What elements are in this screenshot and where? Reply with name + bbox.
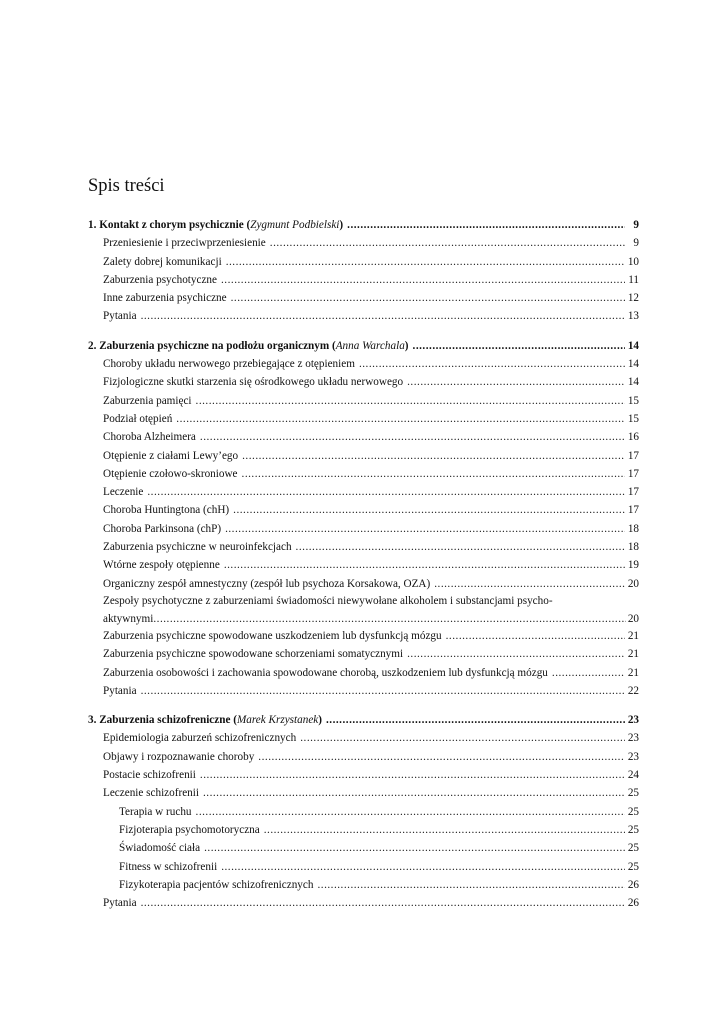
dot-leader (200, 428, 625, 446)
dot-leader (407, 645, 625, 663)
page-number: 16 (627, 431, 639, 444)
entry-label: Fitness w schizofrenii (119, 860, 218, 873)
page-number: 20 (627, 612, 639, 625)
dot-leader (413, 337, 625, 355)
dot-leader (204, 839, 625, 857)
entry-label: Zaburzenia psychiczne spowodowane schorzeniami somatycznymi (103, 648, 404, 661)
entry-label: Postacie schizofrenii (103, 769, 196, 782)
page-number: 10 (627, 255, 639, 268)
dot-leader (233, 501, 625, 519)
dot-leader (224, 556, 625, 574)
entry-label: Świadomość ciała (119, 842, 201, 855)
dot-leader (221, 271, 625, 289)
entry-label: Choroba Parkinsona (chP) (103, 522, 222, 535)
entry-label: Objawy i rozpoznawanie choroby (103, 750, 255, 763)
toc-section-3 (88, 711, 639, 912)
toc-entry[interactable] (88, 645, 639, 663)
entry-label: Fizjoterapia psychomotoryczna (119, 823, 260, 836)
page-number: 11 (628, 273, 639, 286)
page-number: 15 (627, 412, 639, 425)
entry-label: Pytania (103, 684, 137, 697)
entry-label: Pytania (103, 310, 137, 323)
toc-entry[interactable] (88, 307, 639, 325)
toc-entry[interactable] (88, 682, 639, 700)
page-number: 26 (627, 897, 639, 910)
dot-leader (347, 216, 625, 234)
dot-leader (141, 894, 625, 912)
entry-label: Terapia w ruchu (119, 805, 192, 818)
toc-entry[interactable] (88, 748, 639, 766)
dot-leader (141, 682, 625, 700)
entry-label: Fizykoterapia pacjentów schizofrenicznych (119, 878, 314, 891)
page-number: 25 (627, 823, 639, 836)
dot-leader (317, 876, 625, 894)
dot-leader (221, 858, 625, 876)
page-number: 9 (633, 219, 639, 231)
chapter-title: Kontakt z chorym psychicznie (99, 219, 244, 231)
toc-entry[interactable] (88, 271, 639, 289)
page-number: 24 (627, 769, 639, 782)
entry-label: Pytania (103, 897, 137, 910)
dot-leader (141, 307, 625, 325)
entry-label-line2: aktywnymi (103, 612, 154, 625)
toc-chapter-entry[interactable] (88, 216, 639, 234)
entry-label: Zaburzenia psychiczne spowodowane uszkodzeniem lub dysfunkcją mózgu (103, 629, 442, 642)
page-number: 21 (627, 666, 639, 679)
entry-label: Choroby układu nerwowego przebiegające z otępieniem (103, 358, 355, 371)
table-of-contents (88, 216, 639, 923)
chapter-heading: 2. Zaburzenia psychiczne na podłożu organicznym (Anna Warchala) (88, 339, 409, 352)
toc-entry[interactable] (88, 410, 639, 428)
dot-leader (434, 575, 625, 593)
toc-entry[interactable] (88, 483, 639, 501)
dot-leader (296, 538, 625, 556)
toc-entry[interactable] (88, 575, 639, 593)
toc-entry[interactable] (88, 392, 639, 410)
page-number: 17 (627, 467, 639, 480)
entry-label: Organiczny zespół amnestyczny (zespół lub psychoza Korsakowa, OZA) (103, 577, 431, 590)
dot-leader (200, 766, 625, 784)
dot-leader (552, 664, 625, 682)
entry-label: Inne zaburzenia psychiczne (103, 292, 227, 305)
page-number: 9 (633, 237, 639, 250)
page-number: 20 (627, 577, 639, 590)
toc-subentry[interactable] (88, 803, 639, 821)
page-number: 14 (627, 358, 639, 371)
page-number: 15 (627, 394, 639, 407)
page-number: 25 (627, 842, 639, 855)
page-number: 23 (627, 714, 639, 727)
dot-leader (226, 253, 625, 271)
page-number: 19 (627, 559, 639, 572)
chapter-number: 2. (88, 339, 97, 352)
entry-label: Leczenie (103, 486, 144, 499)
page-number: 21 (627, 648, 639, 661)
toc-section-2 (88, 337, 639, 700)
dot-leader (225, 520, 625, 538)
dot-leader (270, 234, 625, 252)
toc-entry[interactable] (88, 556, 639, 574)
page-number: 18 (627, 522, 639, 535)
entry-label: Epidemiologia zaburzeń schizofrenicznych (103, 732, 297, 745)
chapter-heading: 1. Kontakt z chorym psychicznie (Zygmunt Podbielski) (88, 219, 344, 231)
chapter-author: Marek Krzystanek (236, 714, 319, 727)
toc-subentry[interactable] (88, 876, 639, 894)
page-number: 17 (627, 449, 639, 462)
dot-leader (196, 803, 625, 821)
toc-section-1 (88, 216, 639, 326)
dot-leader (242, 465, 625, 483)
toc-entry[interactable] (88, 234, 639, 252)
dot-leader (359, 355, 625, 373)
dot-leader (258, 748, 625, 766)
dot-leader (203, 784, 625, 802)
toc-entry[interactable] (88, 465, 639, 483)
entry-label: Choroba Alzheimera (103, 431, 196, 444)
page-number: 25 (627, 787, 639, 800)
entry-label: Zaburzenia osobowości i zachowania spowodowane chorobą, uszkodzeniem lub dysfunkcją mózgu (103, 666, 548, 679)
page-title: Spis treści (88, 176, 165, 196)
dot-leader (196, 392, 625, 410)
page-number: 25 (627, 860, 639, 873)
dot-leader (446, 627, 625, 645)
entry-label: Zaburzenia pamięci (103, 394, 192, 407)
page-number: 13 (627, 310, 639, 323)
chapter-author: Zygmunt Podbielski (250, 219, 340, 231)
toc-entry[interactable] (88, 373, 639, 391)
page-number: 14 (627, 376, 639, 389)
page-number: 23 (627, 750, 639, 763)
page-number: 23 (627, 732, 639, 745)
entry-label: Choroba Huntingtona (chH) (103, 504, 230, 517)
toc-entry[interactable] (88, 520, 639, 538)
page-number: 14 (627, 339, 639, 352)
toc-entry[interactable] (88, 538, 639, 556)
entry-label: Otępienie czołowo-skroniowe (103, 467, 238, 480)
dot-leader (407, 373, 625, 391)
toc-subentry[interactable] (88, 839, 639, 857)
toc-entry[interactable] (88, 428, 639, 446)
entry-label: Otępienie z ciałami Lewy’ego (103, 449, 239, 462)
toc-chapter-entry[interactable] (88, 711, 639, 729)
dot-leader (300, 729, 625, 747)
entry-label: Zalety dobrej komunikacji (103, 255, 222, 268)
chapter-number: 3. (88, 714, 97, 727)
toc-entry[interactable] (88, 784, 639, 802)
chapter-heading: 3. Zaburzenia schizofreniczne (Marek Krzystanek) (88, 714, 322, 727)
toc-entry[interactable] (88, 766, 639, 784)
entry-label: Podział otępień (103, 412, 173, 425)
entry-label: Zaburzenia psychotyczne (103, 273, 217, 286)
toc-entry[interactable] (88, 447, 639, 465)
dot-leader (326, 711, 625, 729)
entry-label: Przeniesienie i przeciwprzeniesienie (103, 237, 266, 250)
page-number: 25 (627, 805, 639, 818)
entry-label: Fizjologiczne skutki starzenia się ośrodkowego układu nerwowego (103, 376, 404, 389)
toc-entry[interactable] (88, 501, 639, 519)
chapter-title: Zaburzenia psychiczne na podłożu organicznym (99, 339, 330, 352)
chapter-number: 1. (88, 219, 97, 231)
toc-entry[interactable] (88, 289, 639, 307)
page-number: 12 (627, 292, 639, 305)
page-number: 21 (627, 629, 639, 642)
toc-entry-multiline[interactable] (88, 593, 639, 627)
dot-leader (176, 410, 625, 428)
page-number: 17 (627, 486, 639, 499)
dot-leader (231, 289, 625, 307)
dot-leader (242, 447, 625, 465)
toc-entry[interactable] (88, 729, 639, 747)
toc-entry[interactable] (88, 664, 639, 682)
page-number: 22 (627, 684, 639, 697)
dot-leader (264, 821, 625, 839)
page-number: 17 (627, 504, 639, 517)
chapter-title: Zaburzenia schizofreniczne (99, 714, 231, 727)
entry-label: Zaburzenia psychiczne w neuroinfekcjach (103, 541, 292, 554)
toc-subentry[interactable] (88, 821, 639, 839)
toc-entry[interactable] (88, 894, 639, 912)
chapter-author: Anna Warchala (335, 339, 405, 352)
entry-label: Leczenie schizofrenii (103, 787, 199, 800)
toc-entry[interactable] (88, 253, 639, 271)
entry-label-line1: Zespoły psychotyczne z zaburzeniami świadomości niewywołane alkoholem i substancjami psycho- (103, 594, 553, 607)
toc-entry[interactable] (88, 627, 639, 645)
page-number: 26 (627, 878, 639, 891)
toc-entry[interactable] (88, 355, 639, 373)
toc-chapter-entry[interactable] (88, 337, 639, 355)
dot-leader (147, 483, 625, 501)
page-number: 18 (627, 541, 639, 554)
entry-label: Wtórne zespoły otępienne (103, 559, 220, 572)
dot-leader (153, 611, 625, 627)
toc-subentry[interactable] (88, 858, 639, 876)
